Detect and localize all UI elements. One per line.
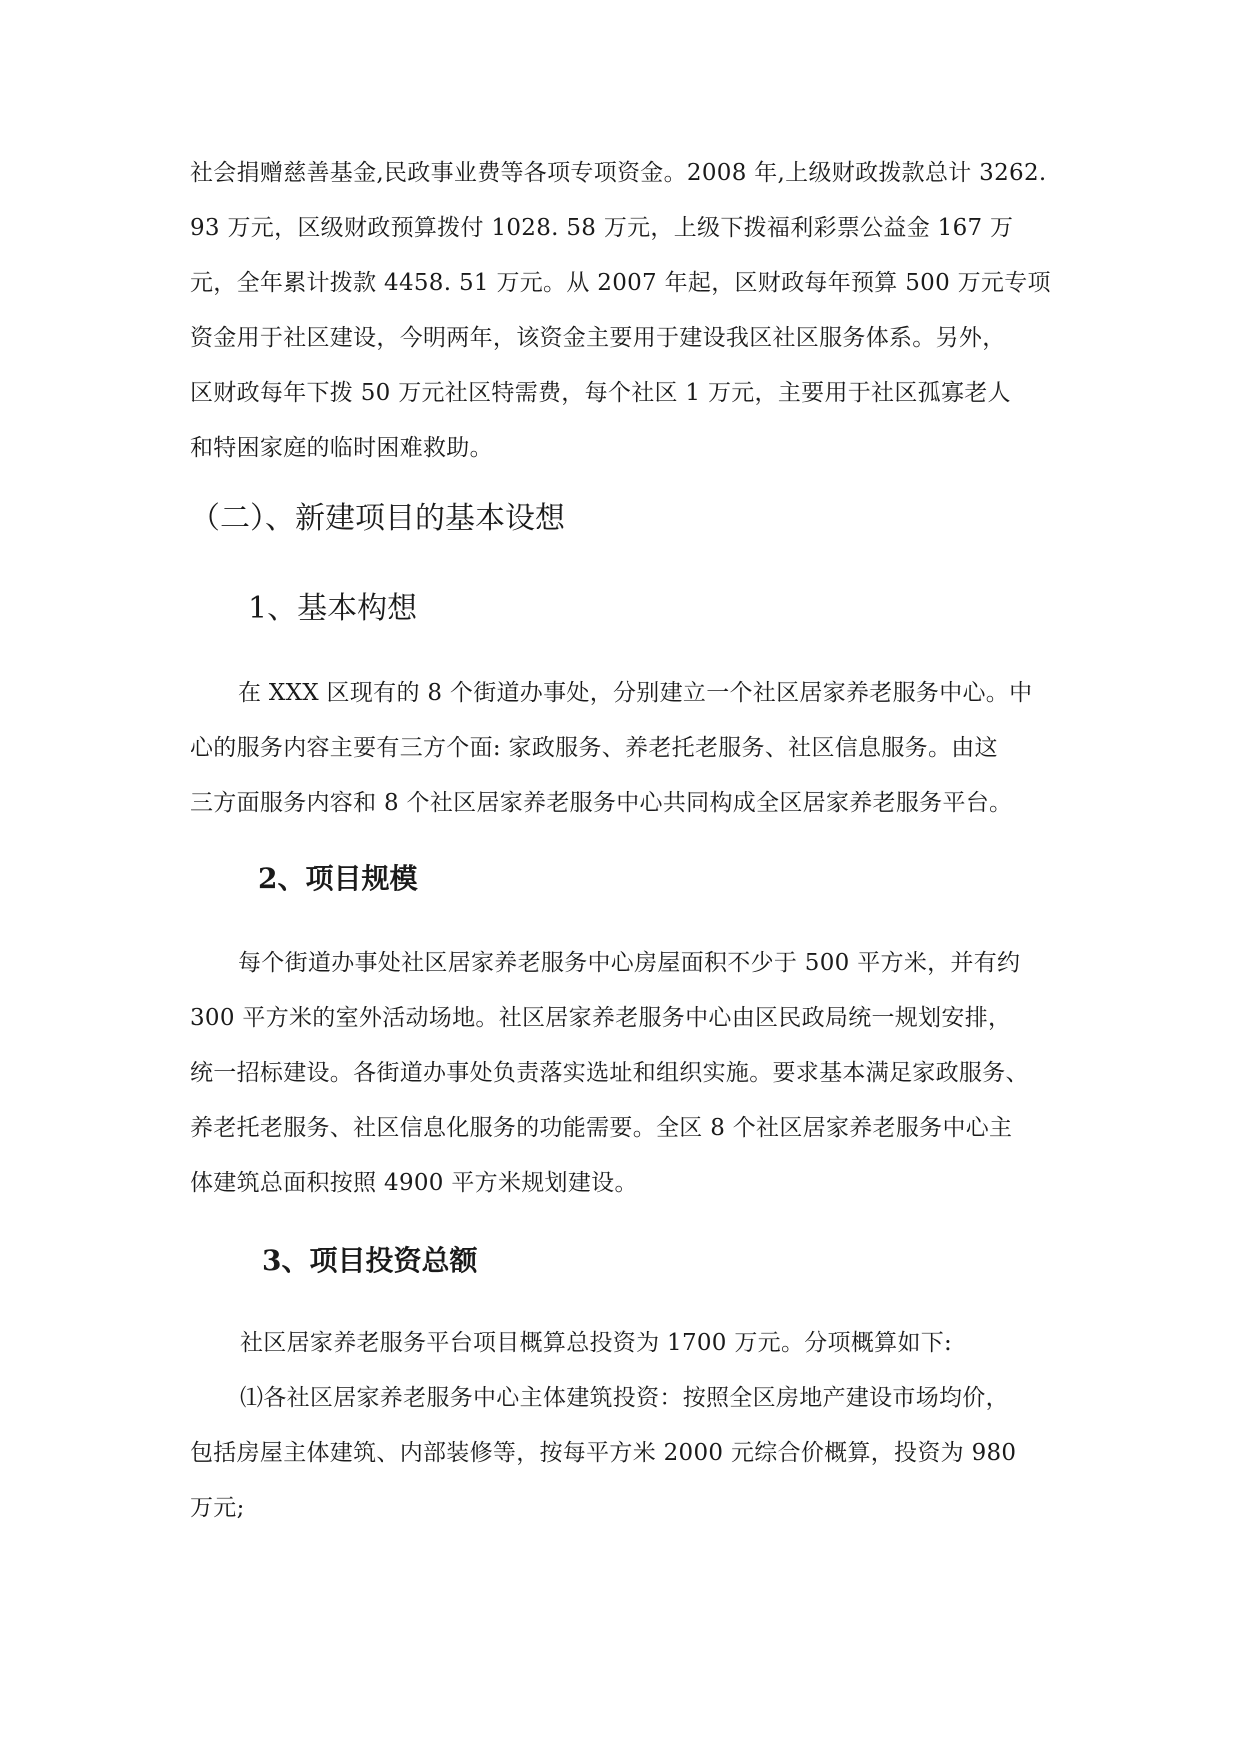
subsection-1-line-1: 在 XXX 区现有的 8 个街道办事处，分别建立一个社区居家养老服务中心。中 bbox=[238, 680, 1033, 706]
subsection-2-line-3: 统一招标建设。各街道办事处负责落实选址和组织实施。要求基本满足家政服务、 bbox=[190, 1060, 1029, 1086]
intro-line-4: 资金用于社区建设，今明两年，该资金主要用于建设我区社区服务体系。另外， bbox=[190, 325, 1006, 351]
subsection-1-line-2: 心的服务内容主要有三方个面: 家政服务、养老托老服务、社区信息服务。由这 bbox=[190, 735, 998, 761]
intro-line-5: 区财政每年下拨 50 万元社区特需费，每个社区 1 万元，主要用于社区孤寡老人 bbox=[190, 380, 1011, 406]
subsection-2-line-1: 每个街道办事处社区居家养老服务中心房屋面积不少于 500 平方米，并有约 bbox=[238, 950, 1021, 976]
subsection-1-heading: 1、基本构想 bbox=[248, 591, 418, 626]
subsection-3-heading: 3、项目投资总额 bbox=[262, 1244, 478, 1277]
subsection-2-heading: 2、项目规模 bbox=[258, 862, 418, 895]
subsection-2-line-5: 体建筑总面积按照 4900 平方米规划建设。 bbox=[190, 1170, 638, 1196]
subsection-2-line-4: 养老托老服务、社区信息化服务的功能需要。全区 8 个社区居家养老服务中心主 bbox=[190, 1115, 1013, 1141]
subsection-3-line-4: 万元; bbox=[190, 1495, 245, 1521]
intro-line-6: 和特困家庭的临时困难救助。 bbox=[190, 435, 493, 461]
intro-line-1: 社会捐赠慈善基金,民政事业费等各项专项资金。2008 年,上级财政拨款总计 3262. bbox=[190, 160, 1047, 186]
intro-line-2: 93 万元，区级财政预算拨付 1028. 58 万元，上级下拨福利彩票公益金 167 万 bbox=[190, 215, 1014, 241]
subsection-3-line-3: 包括房屋主体建筑、内部装修等，按每平方米 2000 元综合价概算，投资为 980 bbox=[190, 1440, 1017, 1466]
intro-line-3: 元，全年累计拨款 4458. 51 万元。从 2007 年起，区财政每年预算 500 万元专项 bbox=[190, 270, 1051, 296]
section-two-heading: （二）、新建项目的基本设想 bbox=[190, 501, 565, 536]
subsection-3-line-1: 社区居家养老服务平台项目概算总投资为 1700 万元。分项概算如下: bbox=[240, 1330, 953, 1356]
subsection-1-line-3: 三方面服务内容和 8 个社区居家养老服务中心共同构成全区居家养老服务平台。 bbox=[190, 790, 1013, 816]
subsection-2-line-2: 300 平方米的室外活动场地。社区居家养老服务中心由区民政局统一规划安排， bbox=[190, 1005, 1012, 1031]
subsection-3-line-2: ⑴各社区居家养老服务中心主体建筑投资：按照全区房地产建设市场均价， bbox=[240, 1385, 1009, 1411]
